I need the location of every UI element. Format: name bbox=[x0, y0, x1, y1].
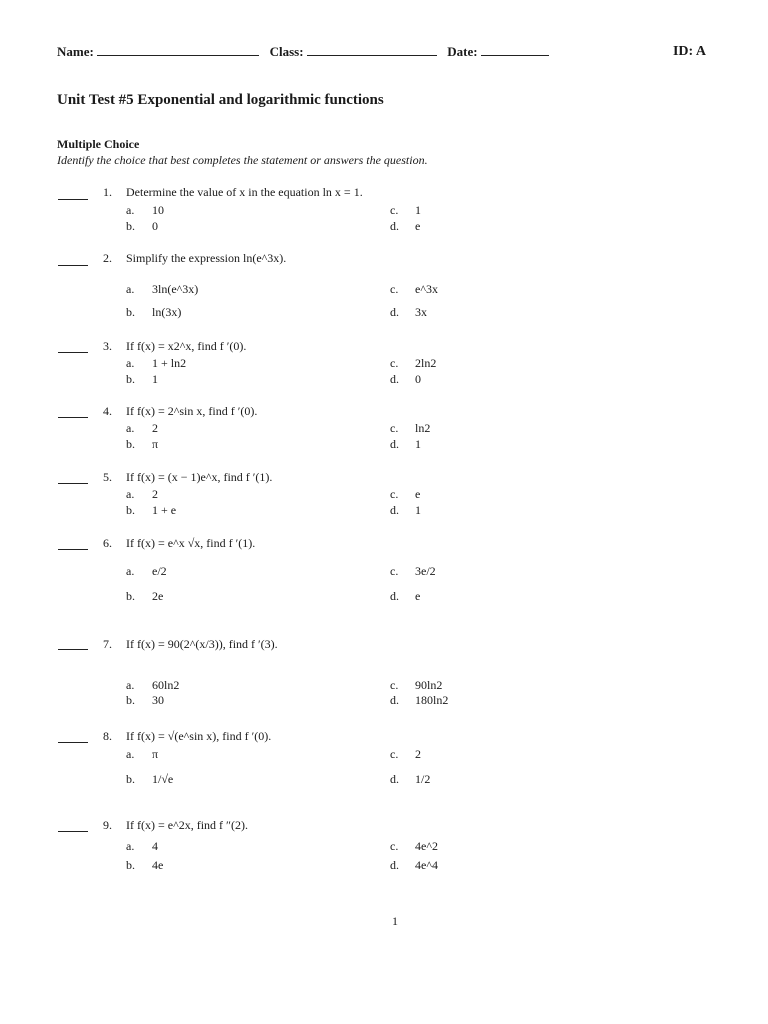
question-number-5: 5. bbox=[103, 470, 112, 484]
q2-choice-c: e^3x bbox=[415, 282, 438, 296]
choice-letter-d: d. bbox=[390, 503, 399, 517]
choice-letter-b: b. bbox=[126, 772, 135, 786]
date-blank[interactable] bbox=[481, 44, 549, 56]
q9-choice-b: 4e bbox=[152, 858, 164, 872]
question-text-7: If f(x) = 90(2^(x/3)), find f ′(3). bbox=[126, 637, 278, 651]
student-header bbox=[57, 44, 549, 60]
choice-letter-c: c. bbox=[390, 282, 399, 296]
q6-choice-d: e bbox=[415, 589, 421, 603]
q5-choice-b: 1 + e bbox=[152, 503, 177, 517]
q5-choice-c: e bbox=[415, 487, 421, 501]
choice-letter-c: c. bbox=[390, 839, 399, 853]
choice-letter-d: d. bbox=[390, 305, 399, 319]
choice-letter-c: c. bbox=[390, 747, 399, 761]
q3-choice-a: 1 + ln2 bbox=[152, 356, 187, 370]
q8-choice-b: 1/√e bbox=[152, 772, 174, 786]
q7-choice-d: 180ln2 bbox=[415, 693, 449, 707]
date-label: Date: bbox=[447, 44, 478, 59]
q1-choice-a: 10 bbox=[152, 203, 164, 217]
class-label: Class: bbox=[269, 44, 304, 59]
test-id: ID: A bbox=[672, 44, 706, 59]
q2-choice-d: 3x bbox=[415, 305, 427, 319]
name-label: Name: bbox=[57, 44, 94, 59]
q6-choice-c: 3e/2 bbox=[415, 564, 436, 578]
answer-blank-5[interactable] bbox=[58, 482, 88, 484]
q8-choice-c: 2 bbox=[415, 747, 421, 761]
answer-blank-6[interactable] bbox=[58, 548, 88, 550]
choice-letter-b: b. bbox=[126, 589, 135, 603]
page-title: Unit Test #5 Exponential and logarithmic functions bbox=[57, 92, 384, 108]
answer-blank-9[interactable] bbox=[58, 830, 88, 832]
answer-blank-2[interactable] bbox=[58, 264, 88, 266]
question-number-6: 6. bbox=[103, 536, 112, 550]
question-number-1: 1. bbox=[103, 185, 112, 199]
q3-choice-c: 2ln2 bbox=[415, 356, 437, 370]
question-text-3: If f(x) = x2^x, find f ′(0). bbox=[126, 339, 247, 353]
choice-letter-c: c. bbox=[390, 487, 399, 501]
choice-letter-d: d. bbox=[390, 858, 399, 872]
choice-letter-d: d. bbox=[390, 693, 399, 707]
q5-choice-d: 1 bbox=[415, 503, 421, 517]
question-text-1: Determine the value of x in the equation ln x = 1. bbox=[126, 185, 363, 199]
choice-letter-a: a. bbox=[126, 678, 135, 692]
question-text-4: If f(x) = 2^sin x, find f ′(0). bbox=[126, 404, 258, 418]
choice-letter-c: c. bbox=[390, 421, 399, 435]
choice-letter-b: b. bbox=[126, 858, 135, 872]
question-number-2: 2. bbox=[103, 251, 112, 265]
q8-choice-a: π bbox=[152, 747, 159, 761]
choice-letter-b: b. bbox=[126, 693, 135, 707]
choice-letter-d: d. bbox=[390, 772, 399, 786]
section-heading: Multiple Choice bbox=[57, 137, 140, 151]
choice-letter-d: d. bbox=[390, 589, 399, 603]
choice-letter-a: a. bbox=[126, 564, 135, 578]
name-blank[interactable] bbox=[97, 44, 259, 56]
choice-letter-b: b. bbox=[126, 503, 135, 517]
q9-choice-a: 4 bbox=[152, 839, 158, 853]
choice-letter-a: a. bbox=[126, 839, 135, 853]
q5-choice-a: 2 bbox=[152, 487, 158, 501]
question-number-4: 4. bbox=[103, 404, 112, 418]
choice-letter-a: a. bbox=[126, 356, 135, 370]
choice-letter-a: a. bbox=[126, 282, 135, 296]
answer-blank-4[interactable] bbox=[58, 416, 88, 418]
class-blank[interactable] bbox=[307, 44, 437, 56]
q4-choice-d: 1 bbox=[415, 437, 421, 451]
answer-blank-3[interactable] bbox=[58, 351, 88, 353]
answer-blank-8[interactable] bbox=[58, 741, 88, 743]
choice-letter-d: d. bbox=[390, 372, 399, 386]
choice-letter-c: c. bbox=[390, 203, 399, 217]
choice-letter-b: b. bbox=[126, 305, 135, 319]
q4-choice-c: ln2 bbox=[415, 421, 431, 435]
q1-choice-d: e bbox=[415, 219, 421, 233]
question-number-9: 9. bbox=[103, 818, 112, 832]
choice-letter-d: d. bbox=[390, 219, 399, 233]
q6-choice-a: e/2 bbox=[152, 564, 167, 578]
choice-letter-c: c. bbox=[390, 356, 399, 370]
q7-choice-a: 60ln2 bbox=[152, 678, 180, 692]
choice-letter-a: a. bbox=[126, 747, 135, 761]
q8-choice-d: 1/2 bbox=[415, 772, 431, 786]
q7-choice-b: 30 bbox=[152, 693, 164, 707]
question-text-9: If f(x) = e^2x, find f ″(2). bbox=[126, 818, 249, 832]
q9-choice-c: 4e^2 bbox=[415, 839, 438, 853]
choice-letter-a: a. bbox=[126, 487, 135, 501]
q3-choice-d: 0 bbox=[415, 372, 421, 386]
answer-blank-1[interactable] bbox=[58, 198, 88, 200]
q9-choice-d: 4e^4 bbox=[415, 858, 438, 872]
choice-letter-c: c. bbox=[390, 564, 399, 578]
choice-letter-b: b. bbox=[126, 372, 135, 386]
choice-letter-c: c. bbox=[390, 678, 399, 692]
choice-letter-a: a. bbox=[126, 203, 135, 217]
q2-choice-b: ln(3x) bbox=[152, 305, 182, 319]
q3-choice-b: 1 bbox=[152, 372, 158, 386]
question-number-7: 7. bbox=[103, 637, 112, 651]
q1-choice-b: 0 bbox=[152, 219, 158, 233]
question-text-8: If f(x) = √(e^sin x), find f ′(0). bbox=[126, 729, 272, 743]
question-text-2: Simplify the expression ln(e^3x). bbox=[126, 251, 287, 265]
page-number: 1 bbox=[392, 914, 398, 928]
q2-choice-a: 3ln(e^3x) bbox=[152, 282, 199, 296]
question-text-5: If f(x) = (x − 1)e^x, find f ′(1). bbox=[126, 470, 273, 484]
question-text-6: If f(x) = e^x √x, find f ′(1). bbox=[126, 536, 256, 550]
q4-choice-b: π bbox=[152, 437, 159, 451]
choice-letter-a: a. bbox=[126, 421, 135, 435]
q1-choice-c: 1 bbox=[415, 203, 421, 217]
choice-letter-b: b. bbox=[126, 219, 135, 233]
choice-letter-b: b. bbox=[126, 437, 135, 451]
question-number-8: 8. bbox=[103, 729, 112, 743]
q4-choice-a: 2 bbox=[152, 421, 158, 435]
choice-letter-d: d. bbox=[390, 437, 399, 451]
q7-choice-c: 90ln2 bbox=[415, 678, 443, 692]
section-instructions: Identify the choice that best completes the statement or answers the question. bbox=[57, 153, 428, 167]
question-number-3: 3. bbox=[103, 339, 112, 353]
q6-choice-b: 2e bbox=[152, 589, 164, 603]
answer-blank-7[interactable] bbox=[58, 648, 88, 650]
